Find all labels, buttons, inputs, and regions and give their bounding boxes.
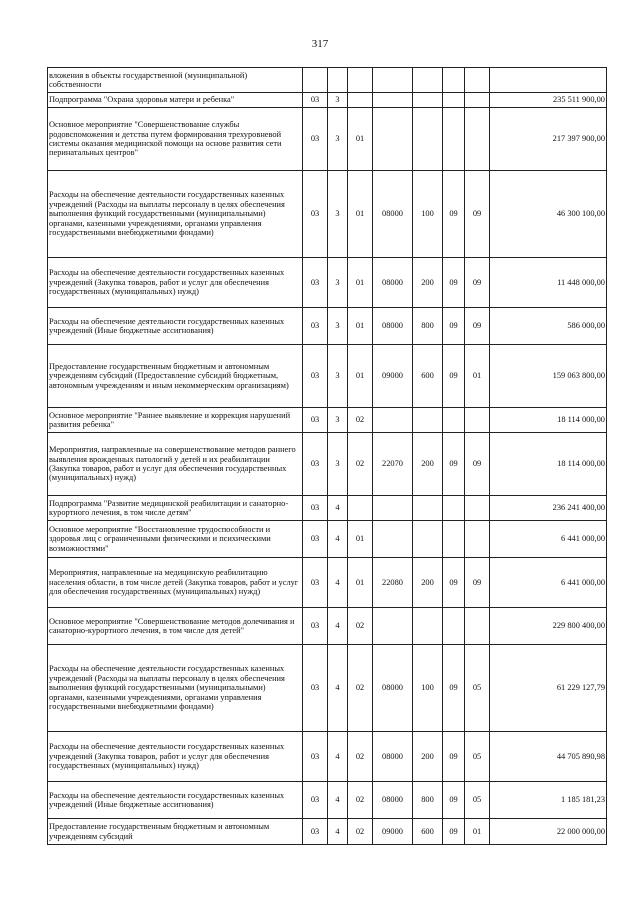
cell-direction: 09000 (373, 819, 413, 845)
cell-program: 03 (303, 782, 328, 819)
cell-program: 03 (303, 433, 328, 496)
cell-program: 03 (303, 496, 328, 521)
cell-expense-type: 200 (413, 558, 443, 608)
cell-subsection (465, 68, 490, 93)
cell-expense-type (413, 108, 443, 171)
cell-direction (373, 408, 413, 433)
table-row (48, 308, 607, 345)
item-name: Подпрограмма "Развитие медицинской реабилитации и санаторно-курортного лечения, в том числе детям" (48, 496, 303, 521)
table-row (48, 782, 607, 819)
cell-amount: 235 511 900,00 (490, 93, 607, 108)
table-row (48, 496, 607, 521)
cell-subsection: 09 (465, 171, 490, 258)
cell-amount (490, 68, 607, 93)
cell-subprogram: 4 (328, 732, 348, 782)
cell-amount: 236 241 400,00 (490, 496, 607, 521)
item-name: Расходы на обеспечение деятельности государственных казенных учреждений (Закупка товаров, работ и услуг для обеспечения государственных (муниципальных) нужд) (48, 258, 303, 308)
cell-activity: 02 (348, 819, 373, 845)
cell-section (443, 496, 465, 521)
cell-activity: 02 (348, 408, 373, 433)
cell-subsection (465, 408, 490, 433)
cell-subprogram (328, 68, 348, 93)
cell-section (443, 521, 465, 558)
item-name: Мероприятия, направленные на совершенствование методов раннего выявления врожденных патологий у детей и их реабилитации (Закупка товаров, работ и услуг для обеспечения государственных (муниципальных) нужд) (48, 433, 303, 496)
cell-section (443, 108, 465, 171)
cell-amount: 22 000 000,00 (490, 819, 607, 845)
cell-direction (373, 496, 413, 521)
cell-amount: 44 705 890,98 (490, 732, 607, 782)
cell-direction: 09000 (373, 345, 413, 408)
cell-expense-type: 800 (413, 308, 443, 345)
cell-activity: 01 (348, 258, 373, 308)
cell-subsection (465, 93, 490, 108)
cell-subprogram: 3 (328, 308, 348, 345)
item-name: Основное мероприятие "Восстановление трудоспособности и здоровья лиц с ограниченными физическими и психическими возможностями" (48, 521, 303, 558)
cell-expense-type: 200 (413, 732, 443, 782)
item-name: Основное мероприятие "Раннее выявление и коррекция нарушений развития ребенка" (48, 408, 303, 433)
cell-direction (373, 521, 413, 558)
cell-expense-type (413, 496, 443, 521)
cell-amount: 1 185 181,23 (490, 782, 607, 819)
cell-activity: 01 (348, 521, 373, 558)
cell-activity: 02 (348, 732, 373, 782)
cell-subprogram: 3 (328, 171, 348, 258)
item-name: Предоставление государственным бюджетным и автономным учреждениям субсидий (48, 819, 303, 845)
cell-section: 09 (443, 782, 465, 819)
table-row (48, 558, 607, 608)
cell-subprogram: 3 (328, 408, 348, 433)
cell-subprogram: 3 (328, 258, 348, 308)
item-name: Расходы на обеспечение деятельности государственных казенных учреждений (Расходы на выплаты персоналу в целях обеспечения выполнения функций государственными (муниципальными) органами, казенными учреждениями, органами управления государственными внебюджетными фондами) (48, 645, 303, 732)
cell-program: 03 (303, 171, 328, 258)
cell-activity (348, 496, 373, 521)
cell-subsection: 01 (465, 819, 490, 845)
cell-amount: 6 441 000,00 (490, 521, 607, 558)
cell-amount: 217 397 900,00 (490, 108, 607, 171)
item-name: Подпрограмма "Охрана здоровья матери и ребенка" (48, 93, 303, 108)
cell-section: 09 (443, 732, 465, 782)
cell-amount: 229 800 400,00 (490, 608, 607, 645)
cell-expense-type (413, 608, 443, 645)
cell-activity: 01 (348, 308, 373, 345)
cell-section: 09 (443, 819, 465, 845)
cell-activity: 01 (348, 345, 373, 408)
cell-subprogram: 4 (328, 558, 348, 608)
table-row (48, 68, 607, 93)
cell-activity: 02 (348, 433, 373, 496)
cell-subprogram: 4 (328, 608, 348, 645)
cell-section: 09 (443, 433, 465, 496)
item-name: Расходы на обеспечение деятельности государственных казенных учреждений (Закупка товаров, работ и услуг для обеспечения государственных (муниципальных) нужд) (48, 732, 303, 782)
cell-subsection (465, 608, 490, 645)
table-row (48, 433, 607, 496)
cell-subprogram: 4 (328, 645, 348, 732)
cell-direction: 08000 (373, 258, 413, 308)
table-row (48, 645, 607, 732)
cell-section: 09 (443, 171, 465, 258)
cell-direction: 08000 (373, 732, 413, 782)
item-name: Мероприятия, направленные на медицинскую реабилитацию населения области, в том числе детей (Закупка товаров, работ и услуг для обеспечения государственных (муниципальных) нужд) (48, 558, 303, 608)
cell-subsection: 05 (465, 732, 490, 782)
cell-program: 03 (303, 258, 328, 308)
cell-direction (373, 608, 413, 645)
cell-section: 09 (443, 558, 465, 608)
cell-activity: 01 (348, 108, 373, 171)
table-row (48, 345, 607, 408)
cell-subprogram: 3 (328, 108, 348, 171)
cell-program: 03 (303, 408, 328, 433)
cell-program: 03 (303, 608, 328, 645)
cell-subsection (465, 108, 490, 171)
cell-subprogram: 3 (328, 93, 348, 108)
item-name: Основное мероприятие "Совершенствование службы родовспоможения и детства путем формирования трехуровневой системы оказания медицинской помощи на основе развития сети перинатальных центров" (48, 108, 303, 171)
table-row (48, 608, 607, 645)
cell-program: 03 (303, 558, 328, 608)
cell-amount: 18 114 000,00 (490, 433, 607, 496)
cell-subprogram: 3 (328, 433, 348, 496)
cell-expense-type: 200 (413, 433, 443, 496)
table-row (48, 171, 607, 258)
cell-program (303, 68, 328, 93)
cell-activity: 02 (348, 608, 373, 645)
cell-subprogram: 4 (328, 496, 348, 521)
cell-activity: 01 (348, 558, 373, 608)
item-name: вложения в объекты государственной (муниципальной) собственности (48, 68, 303, 93)
cell-activity (348, 68, 373, 93)
cell-amount: 586 000,00 (490, 308, 607, 345)
cell-activity: 01 (348, 171, 373, 258)
cell-program: 03 (303, 521, 328, 558)
cell-expense-type: 600 (413, 819, 443, 845)
item-name: Основное мероприятие "Совершенствование методов долечивания и санаторно-курортного лечения, в том числе для детей" (48, 608, 303, 645)
cell-direction: 08000 (373, 308, 413, 345)
cell-section: 09 (443, 308, 465, 345)
cell-subsection: 05 (465, 645, 490, 732)
cell-subsection: 05 (465, 782, 490, 819)
cell-subsection: 01 (465, 345, 490, 408)
cell-direction (373, 108, 413, 171)
cell-amount: 18 114 000,00 (490, 408, 607, 433)
cell-program: 03 (303, 308, 328, 345)
cell-subsection: 09 (465, 258, 490, 308)
budget-table (47, 67, 607, 845)
table-row (48, 732, 607, 782)
cell-section (443, 608, 465, 645)
cell-subprogram: 4 (328, 819, 348, 845)
cell-program: 03 (303, 819, 328, 845)
cell-direction: 08000 (373, 171, 413, 258)
cell-amount: 159 063 800,00 (490, 345, 607, 408)
table-row (48, 108, 607, 171)
cell-subprogram: 4 (328, 521, 348, 558)
table-row (48, 521, 607, 558)
cell-expense-type (413, 408, 443, 433)
cell-direction (373, 93, 413, 108)
cell-direction: 08000 (373, 782, 413, 819)
cell-section: 09 (443, 345, 465, 408)
cell-program: 03 (303, 645, 328, 732)
cell-section (443, 93, 465, 108)
cell-subsection: 09 (465, 308, 490, 345)
cell-section: 09 (443, 645, 465, 732)
cell-expense-type: 800 (413, 782, 443, 819)
cell-subprogram: 4 (328, 782, 348, 819)
cell-amount: 11 448 000,00 (490, 258, 607, 308)
cell-section: 09 (443, 258, 465, 308)
table-row (48, 819, 607, 845)
cell-program: 03 (303, 345, 328, 408)
cell-expense-type: 100 (413, 171, 443, 258)
item-name: Предоставление государственным бюджетным и автономным учреждениям субсидий (Предоставление субсидий бюджетным, автономным учреждениям и иным некоммерческим организациям) (48, 345, 303, 408)
cell-subprogram: 3 (328, 345, 348, 408)
item-name: Расходы на обеспечение деятельности государственных казенных учреждений (Иные бюджетные ассигнования) (48, 308, 303, 345)
cell-subsection (465, 521, 490, 558)
cell-direction: 08000 (373, 645, 413, 732)
page-number: 317 (311, 38, 329, 50)
cell-activity (348, 93, 373, 108)
cell-direction: 22080 (373, 558, 413, 608)
cell-amount: 61 229 127,79 (490, 645, 607, 732)
cell-subsection: 09 (465, 433, 490, 496)
cell-direction: 22070 (373, 433, 413, 496)
cell-expense-type: 200 (413, 258, 443, 308)
cell-expense-type: 100 (413, 645, 443, 732)
table-row (48, 408, 607, 433)
cell-activity: 02 (348, 645, 373, 732)
table-row (48, 258, 607, 308)
cell-amount: 6 441 000,00 (490, 558, 607, 608)
cell-program: 03 (303, 108, 328, 171)
cell-expense-type (413, 521, 443, 558)
cell-subsection (465, 496, 490, 521)
cell-program: 03 (303, 732, 328, 782)
cell-amount: 46 300 100,00 (490, 171, 607, 258)
cell-program: 03 (303, 93, 328, 108)
item-name: Расходы на обеспечение деятельности государственных казенных учреждений (Иные бюджетные ассигнования) (48, 782, 303, 819)
cell-expense-type (413, 68, 443, 93)
cell-activity: 02 (348, 782, 373, 819)
cell-section (443, 408, 465, 433)
table-row (48, 93, 607, 108)
cell-section (443, 68, 465, 93)
cell-expense-type: 600 (413, 345, 443, 408)
cell-subsection: 09 (465, 558, 490, 608)
item-name: Расходы на обеспечение деятельности государственных казенных учреждений (Расходы на выплаты персоналу в целях обеспечения выполнения функций государственными (муниципальными) органами, казенными учреждениями, органами управления государственными внебюджетными фондами) (48, 171, 303, 258)
cell-expense-type (413, 93, 443, 108)
cell-direction (373, 68, 413, 93)
